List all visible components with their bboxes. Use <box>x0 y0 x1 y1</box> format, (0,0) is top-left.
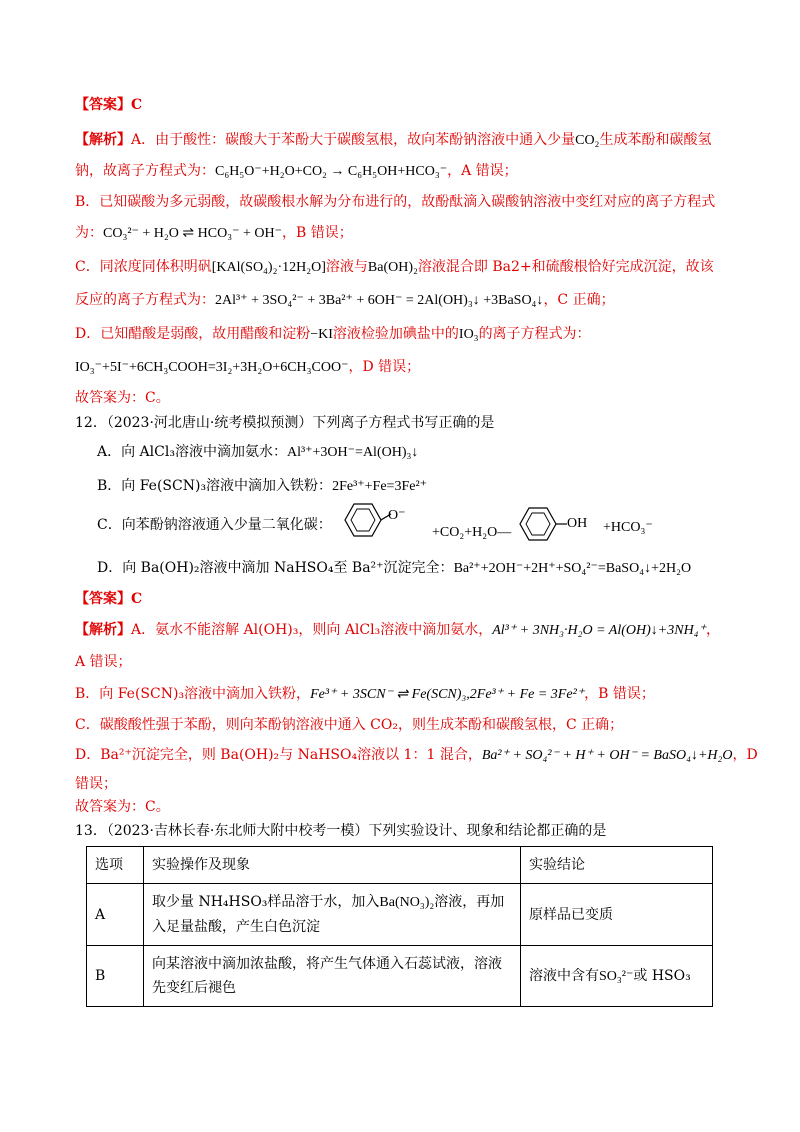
ki-formula: −KI <box>310 327 333 342</box>
option-c-end: +HCO₃⁻ <box>603 520 653 535</box>
q12-equation-b: Fe³⁺ + 3SCN⁻ ⇌ Fe(SCN)₃,2Fe³⁺ + Fe = 3Fe²⁺ <box>310 687 585 702</box>
row-a-conclusion: 原样品已变质 <box>521 884 713 946</box>
q12-option-b: B．向 Fe(SCN)₃溶液中滴加入铁粉：2Fe³⁺+Fe=3Fe²⁺ <box>97 478 428 494</box>
q12-analysis-a-line2: A 错误； <box>75 654 132 670</box>
equation-d: IO₃⁻+5I⁻+6CH₃COOH=3I₂+3H₂O+6CH₃COO⁻ <box>75 360 349 375</box>
row-b-option: B <box>87 946 144 1007</box>
q12-analysis-b: B．向 Fe(SCN)₃溶液中滴加入铁粉，Fe³⁺ + 3SCN⁻ ⇌ Fe(SCN)₃,2Fe³⁺ + Fe = 3Fe²⁺，B 错误； <box>75 686 655 702</box>
q13-stem: 13．（2023·吉林长春·东北师大附中校考一模）下列实验设计、现象和结论都正确的是 <box>75 823 607 839</box>
table-row <box>87 884 713 946</box>
q12-equation-a: Al³⁺ + 3NH₃·H₂O = Al(OH)↓+3NH₄⁺ <box>492 623 706 638</box>
row-a-option: A <box>87 884 144 946</box>
q12-equation-d: Ba²⁺ + SO₄²⁻ + H⁺ + OH⁻ = BaSO₄↓+H₂O <box>481 748 733 763</box>
option-d-equation: Ba²⁺+2OH⁻+2H⁺+SO₄²⁻=BaSO₄↓+2H₂O <box>453 561 692 576</box>
q11-analysis-c-line1: C．同浓度同体积明矾[KAl(SO₄)₂·12H₂O]溶液与Ba(OH)₂溶液混合即 Ba2+和硫酸根恰好完成沉淀，故该 <box>75 259 714 275</box>
option-c-middle: +CO₂+H₂O— <box>432 525 512 540</box>
answer-tag: 【答案】 <box>75 97 131 113</box>
table-row <box>87 946 713 1007</box>
q11-analysis-d-line1: D．已知醋酸是弱酸，故用醋酸和淀粉−KI溶液检验加碘盐中的IO₃的离子方程式为： <box>75 326 591 342</box>
header-conclusion: 实验结论 <box>521 847 713 884</box>
q11-analysis-a-line2: 钠，故离子方程式为：C₆H₅O⁻+H₂O+CO₂ → C₆H₅OH+HCO₃⁻，A 错误； <box>75 163 518 179</box>
q11-analysis-a-line1: 【解析】A．由于酸性：碳酸大于苯酚大于碳酸氢根，故向苯酚钠溶液中通入少量CO₂生成苯酚和碳酸氢 <box>75 132 712 148</box>
equation-b: CO₃²⁻ + H₂O ⇌ HCO₃⁻ + OH⁻ <box>103 226 282 241</box>
row-a-operation: 取少量 NH₄HSO₃样品溶于水，加入Ba(NO₃)₂溶液，再加 入足量盐酸，产生白色沉淀 <box>144 884 521 946</box>
so3-formula: SO₃²⁻ <box>599 968 634 984</box>
option-a-equation: Al³⁺+3OH⁻=Al(OH)₃↓ <box>286 445 419 460</box>
q12-stem: 12．（2023·河北唐山·统考模拟预测）下列离子方程式书写正确的是 <box>75 415 495 431</box>
q11-analysis-b-line2: 为：CO₃²⁻ + H₂O ⇌ HCO₃⁻ + OH⁻，B 错误； <box>75 225 353 241</box>
q12-analysis-d-line1: D．Ba²⁺沉淀完全，则 Ba(OH)₂与 NaHSO₄溶液以 1：1 混合，Ba²⁺ + SO₄²⁻ + H⁺ + OH⁻ = BaSO₄↓+H₂O，D <box>75 747 758 763</box>
q12-analysis-d-line2: 错误； <box>75 776 117 792</box>
option-b-equation: 2Fe³⁺+Fe=3Fe²⁺ <box>332 479 428 494</box>
q11-analysis-d-line2: IO₃⁻+5I⁻+6CH₃COOH=3I₂+3H₂O+6CH₃COO⁻，D 错误； <box>75 359 421 375</box>
bano3-formula: Ba(NO₃)₂ <box>379 895 435 910</box>
q12-option-d: D．向 Ba(OH)₂溶液中滴加 NaHSO₄至 Ba²⁺沉淀完全：Ba²⁺+2OH⁻+2H⁺+SO₄²⁻=BaSO₄↓+2H₂O <box>97 560 692 576</box>
q12-analysis-c: C．碳酸酸性强于苯酚，则向苯酚钠溶液中通入 CO₂，则生成苯酚和碳酸氢根，C 正确； <box>75 717 624 733</box>
phenoxide-ring-icon <box>333 500 393 540</box>
header-operation: 实验操作及现象 <box>144 847 521 884</box>
q12-conclusion: 故答案为：C。 <box>75 799 170 815</box>
q12-analysis-a-line1: 【解析】A．氨水不能溶解 Al(OH)₃，则向 AlCl₃溶液中滴加氨水，Al³⁺ + 3NH₃·H₂O = Al(OH)↓+3NH₄⁺， <box>75 622 720 638</box>
alum-formula: [KAl(SO₄)₂·12H₂O] <box>211 260 326 275</box>
q12-answer-line: 【答案】C <box>75 591 143 607</box>
co2-formula: CO₂ <box>575 133 600 148</box>
table-header-row <box>87 847 713 884</box>
io3-formula: IO₃ <box>458 327 479 342</box>
row-b-operation: 向某溶液中滴加浓盐酸，将产生气体通入石蕊试液，溶液 先变红后褪色 <box>144 946 521 1007</box>
q11-conclusion: 故答案为：C。 <box>75 390 170 406</box>
q12-option-a: A．向 AlCl₃溶液中滴加氨水：Al³⁺+3OH⁻=Al(OH)₃↓ <box>97 444 419 460</box>
q11-answer-line <box>75 95 142 115</box>
q11-analysis-c-line2: 反应的离子方程式为：2Al³⁺ + 3SO₄²⁻ + 3Ba²⁺ + 6OH⁻ = 2Al(OH)₃↓ +3BaSO₄↓，C 正确； <box>75 292 615 308</box>
q12-option-c: C．向苯酚钠溶液通入少量二氧化碳： <box>97 517 332 533</box>
phenol-oh: OH <box>567 516 588 531</box>
q11-analysis-b-line1: B．已知碳酸为多元弱酸，故碳酸根水解为分布进行的，故酚酞滴入碳酸钠溶液中变红对应的离子方程式 <box>75 194 716 210</box>
phenoxide-o-minus: O⁻ <box>388 508 406 523</box>
experiment-table <box>86 846 713 1007</box>
answer-value: C <box>131 97 143 113</box>
row-b-conclusion: 溶液中含有SO₃²⁻或 HSO₃ <box>521 946 713 1007</box>
equation-a: C₆H₅O⁻+H₂O+CO₂ → C₆H₅OH+HCO₃⁻ <box>215 164 448 179</box>
baoh2-formula: Ba(OH)₂ <box>367 260 418 275</box>
analysis-tag: 【解析】 <box>75 132 131 148</box>
equation-c: 2Al³⁺ + 3SO₄²⁻ + 3Ba²⁺ + 6OH⁻ = 2Al(OH)₃↓ +3BaSO₄↓ <box>215 293 544 308</box>
phenol-ring-icon <box>512 504 572 544</box>
header-option: 选项 <box>87 847 144 884</box>
